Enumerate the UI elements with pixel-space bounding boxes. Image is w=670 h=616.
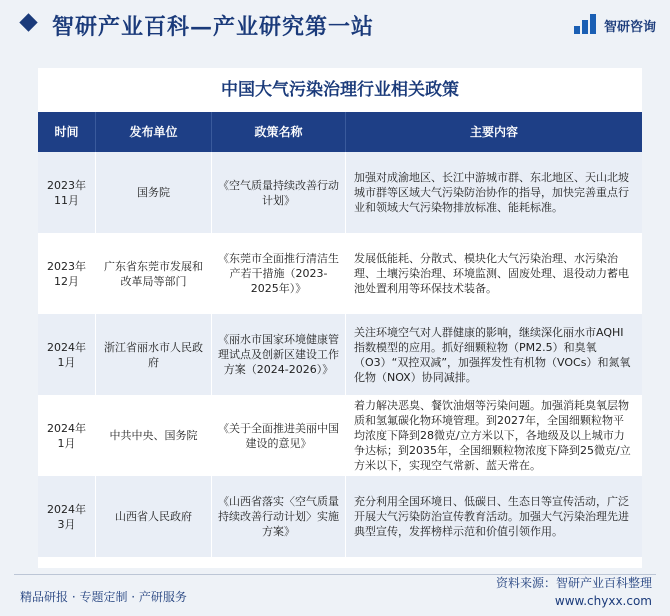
cell-publisher: 国务院 (96, 152, 212, 233)
brand[interactable] (574, 14, 656, 36)
cell-main-content: 着力解决恶臭、餐饮油烟等污染问题。加强消耗臭氧层物质和氢氟碳化物环境管理。到2027年，全国细颗粒物平均浓度下降到28微克/立方米以下，各地级及以上城市力争达标；到2035年，全国细颗粒物浓度下降到25微克/立方米以下，实现空气常新、蓝天常在。 (354, 399, 631, 472)
header-bar (0, 0, 670, 52)
cell-time: 2023年 11月 (38, 152, 96, 233)
table-row (38, 152, 642, 233)
table-row (38, 233, 642, 314)
diamond-icon (19, 13, 37, 31)
card-title: 中国大气污染治理行业相关政策 (221, 80, 459, 100)
cell-publisher: 山西省人民政府 (96, 476, 212, 557)
cell-time: 2024年 1月 (38, 395, 96, 476)
cell-publisher: 广东省东莞市发展和改革局等部门 (96, 233, 212, 314)
policy-card (38, 68, 642, 568)
col-policy-name: 政策名称 (212, 112, 346, 152)
cell-policy-name: 《山西省落实〈空气质量持续改善行动计划〉实施方案》 (212, 476, 346, 557)
table-body (38, 152, 642, 557)
brand-name: 智研咨询 (603, 19, 656, 35)
col-time: 时间 (38, 112, 96, 152)
cell-time: 2023年 12月 (38, 233, 96, 314)
table-row (38, 395, 642, 476)
footer-services: 精品研报 · 专题定制 · 产研服务 (20, 590, 187, 604)
cell-policy-name: 《东莞市全面推行清洁生产若干措施（2023-2025年）》 (212, 233, 346, 314)
cell-main-content: 加强对成渝地区、长江中游城市群、东北地区、天山北坡城市群等区域大气污染防治协作的指导，加快完善重点行业和领域大气污染物排放标准、能耗标准。 (354, 171, 629, 214)
cell-main-content: 关注环境空气对人群健康的影响，继续深化丽水市AQHI指数模型的应用。抓好细颗粒物（PM2.5）和臭氧（O3）“双控双减”，加强挥发性有机物（VOCs）和氮氧化物（NOX）协同减排。 (354, 325, 631, 384)
cell-publisher: 中共中央、国务院 (96, 395, 212, 476)
footer-source: 资料来源：智研产业百科整理 (495, 576, 652, 590)
policy-table (38, 112, 642, 557)
brand-logo-icon (574, 14, 600, 36)
col-main-content: 主要内容 (469, 124, 518, 139)
cell-policy-name: 《空气质量持续改善行动计划》 (212, 152, 346, 233)
cell-policy-name: 《关于全面推进美丽中国建设的意见》 (212, 395, 346, 476)
cell-main-content: 发展低能耗、分散式、模块化大气污染治理、水污染治理、土壤污染治理、环境监测、固废处理、退役动力蓄电池处置利用等环保技术装备。 (354, 252, 629, 295)
col-publisher: 发布单位 (96, 112, 212, 152)
footer (0, 572, 670, 616)
cell-time: 2024年 1月 (38, 314, 96, 395)
table-row (38, 476, 642, 557)
table-row (38, 314, 642, 395)
cell-publisher: 浙江省丽水市人民政府 (96, 314, 212, 395)
footer-url[interactable]: www.chyxx.com (554, 594, 652, 608)
table-header (38, 112, 642, 152)
site-title: 智研产业百科—产业研究第一站 (52, 14, 375, 40)
cell-main-content: 充分利用全国环境日、低碳日、生态日等宣传活动，广泛开展大气污染防治宣传教育活动。加强大气污染治理先进典型宣传，发挥榜样示范和价值引领作用。 (354, 495, 629, 538)
cell-policy-name: 《丽水市国家环境健康管理试点及创新区建设工作方案（2024-2026）》 (212, 314, 346, 395)
cell-time: 2024年 3月 (38, 476, 96, 557)
